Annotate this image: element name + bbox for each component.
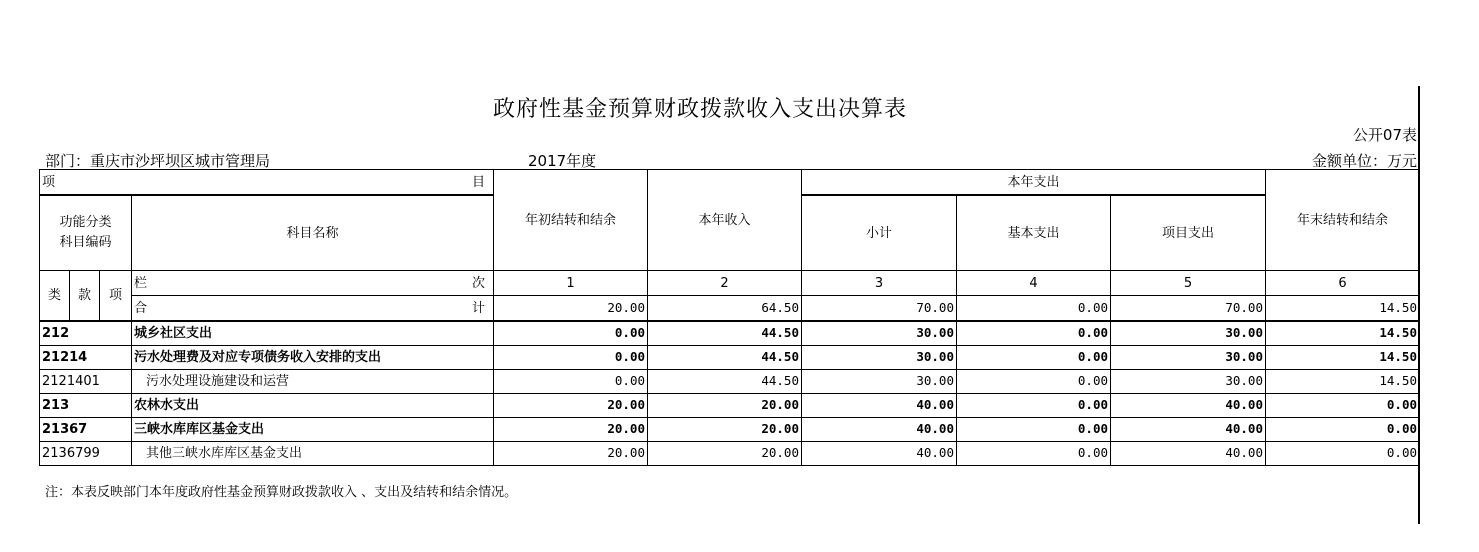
amount-cell: 20.00 (494, 442, 648, 466)
amount-cell: 14.50 (1266, 370, 1420, 394)
header-subtotal: 小计 (802, 195, 957, 271)
total-label (132, 296, 494, 322)
subject-name: 农林水支出 (132, 394, 494, 418)
footnote: 注：本表反映部门本年度政府性基金预算财政拨款收入 、支出及结转和结余情况。 (45, 485, 518, 500)
right-edge-rule-lower (1418, 498, 1420, 524)
header-xiangmu (40, 170, 494, 196)
header-lan-text: 栏 (134, 275, 148, 291)
col-number: 5 (1111, 271, 1266, 296)
amount-cell: 0.00 (957, 394, 1111, 418)
subject-name: 三峡水库库区基金支出 (132, 418, 494, 442)
col-number: 4 (957, 271, 1111, 296)
amount-cell: 30.00 (1111, 346, 1266, 370)
amount-cell: 44.50 (648, 370, 802, 394)
header-basic: 基本支出 (957, 195, 1111, 271)
amount-cell: 0.00 (1266, 394, 1420, 418)
form-number: 公开07表 (1352, 126, 1417, 144)
header-func-code (40, 195, 132, 271)
amount-cell: 20.00 (494, 418, 648, 442)
amount-cell: 30.00 (802, 346, 957, 370)
amount-cell: 44.50 (648, 346, 802, 370)
subject-code: 21214 (40, 346, 132, 370)
header-func-code-line2: 科目编码 (59, 235, 112, 250)
header-project: 项目支出 (1111, 195, 1266, 271)
subject-code: 2121401 (40, 370, 132, 394)
amount-cell: 40.00 (802, 442, 957, 466)
header-lanci (132, 271, 494, 296)
amount-cell: 14.50 (1266, 346, 1420, 370)
amount-cell: 44.50 (648, 321, 802, 346)
amount-cell: 0.00 (957, 346, 1111, 370)
table-row (40, 346, 1420, 370)
header-closing-balance: 年末结转和结余 (1266, 170, 1420, 271)
amount-cell: 0.00 (957, 442, 1111, 466)
amount-cell: 40.00 (802, 418, 957, 442)
amount-cell: 0.00 (1266, 442, 1420, 466)
amount-cell: 30.00 (1111, 321, 1266, 346)
total-cell: 14.50 (1266, 296, 1420, 322)
amount-cell: 40.00 (1111, 418, 1266, 442)
amount-cell: 0.00 (494, 321, 648, 346)
total-he-text: 合 (134, 300, 148, 316)
amount-cell: 30.00 (802, 321, 957, 346)
table-row (40, 370, 1420, 394)
amount-cell: 0.00 (1266, 418, 1420, 442)
amount-cell: 30.00 (802, 370, 957, 394)
header-income: 本年收入 (648, 170, 802, 271)
department-label: 部门：重庆市沙坪坝区城市管理局 (45, 152, 271, 170)
amount-cell: 40.00 (802, 394, 957, 418)
amount-cell: 0.00 (957, 321, 1111, 346)
page-title: 政府性基金预算财政拨款收入支出决算表 (492, 97, 907, 122)
col-number: 1 (494, 271, 648, 296)
col-number: 3 (802, 271, 957, 296)
amount-cell: 40.00 (1111, 442, 1266, 466)
subject-name: 其他三峡水库库区基金支出 (132, 442, 494, 466)
header-xiang-col: 项 (100, 271, 132, 322)
amount-cell: 20.00 (648, 394, 802, 418)
table-row (40, 442, 1420, 466)
amount-cell: 40.00 (1111, 394, 1266, 418)
header-expenditure-group: 本年支出 (802, 170, 1266, 196)
header-opening-balance: 年初结转和结余 (494, 170, 648, 271)
subject-name: 污水处理设施建设和运营 (132, 370, 494, 394)
header-xiang-text: 项 (42, 174, 56, 190)
subject-name: 城乡社区支出 (132, 321, 494, 346)
total-cell: 0.00 (957, 296, 1111, 322)
table-row (40, 321, 1420, 346)
col-number: 2 (648, 271, 802, 296)
table-row (40, 394, 1420, 418)
subject-code: 21367 (40, 418, 132, 442)
amount-cell: 0.00 (957, 370, 1111, 394)
header-mu-text: 目 (471, 174, 485, 190)
amount-cell: 0.00 (957, 418, 1111, 442)
header-ci-text: 次 (471, 275, 485, 291)
amount-cell: 0.00 (494, 346, 648, 370)
header-subject-name: 科目名称 (132, 195, 494, 271)
unit-label: 金额单位：万元 (1311, 152, 1417, 170)
budget-table (39, 169, 1420, 466)
subject-name: 污水处理费及对应专项债务收入安排的支出 (132, 346, 494, 370)
amount-cell: 20.00 (494, 394, 648, 418)
subject-code: 213 (40, 394, 132, 418)
amount-cell: 30.00 (1111, 370, 1266, 394)
fiscal-year-label: 2017年度 (528, 152, 597, 170)
total-cell: 70.00 (1111, 296, 1266, 322)
total-ji-text: 计 (471, 300, 485, 316)
amount-cell: 0.00 (494, 370, 648, 394)
header-kuan: 款 (70, 271, 100, 322)
amount-cell: 20.00 (648, 418, 802, 442)
header-func-code-line1: 功能分类 (59, 215, 112, 230)
subject-code: 212 (40, 321, 132, 346)
amount-cell: 14.50 (1266, 321, 1420, 346)
table-row (40, 418, 1420, 442)
total-cell: 64.50 (648, 296, 802, 322)
table-body (40, 321, 1420, 466)
total-cell: 20.00 (494, 296, 648, 322)
col-number: 6 (1266, 271, 1420, 296)
total-cell: 70.00 (802, 296, 957, 322)
subject-code: 2136799 (40, 442, 132, 466)
amount-cell: 20.00 (648, 442, 802, 466)
header-lei: 类 (40, 271, 70, 322)
